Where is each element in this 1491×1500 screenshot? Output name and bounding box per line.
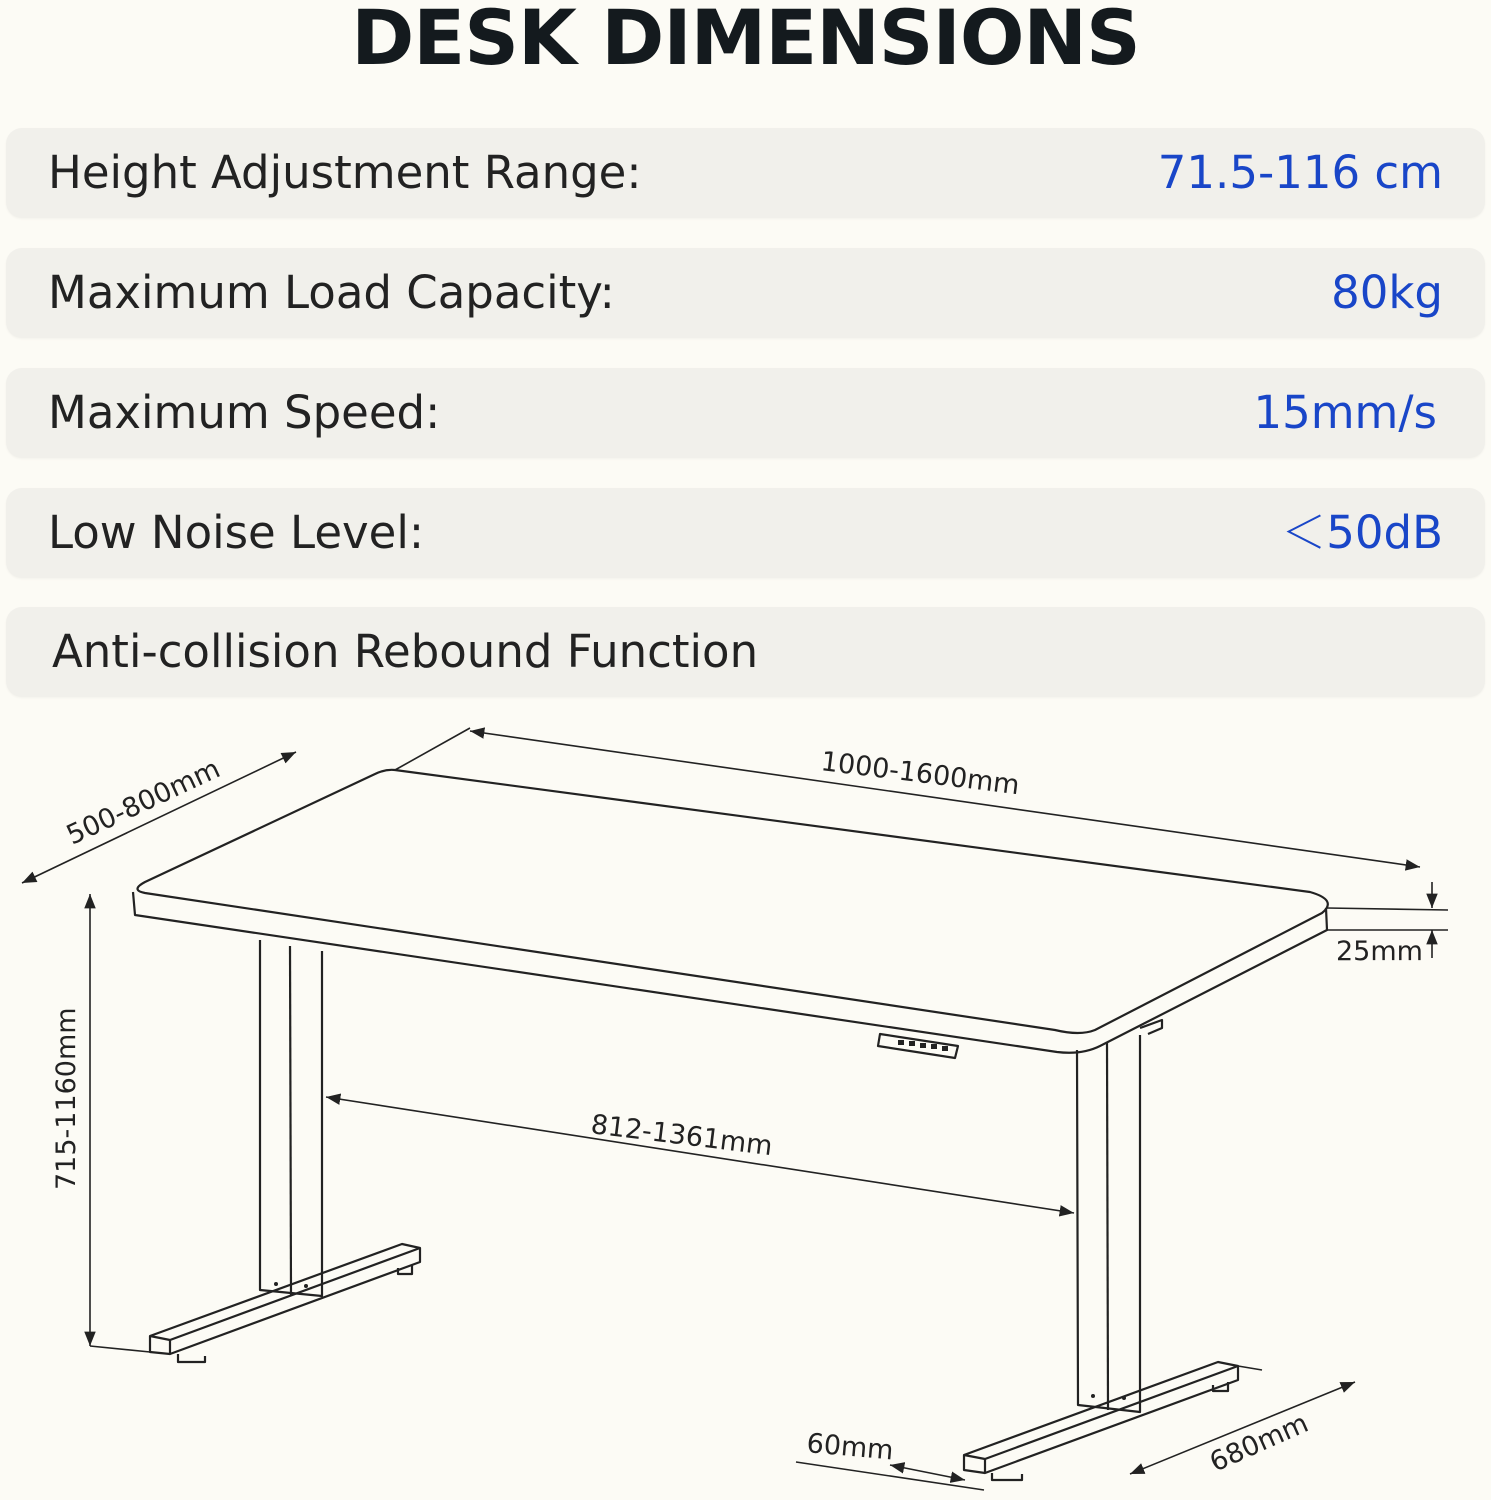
spec-value: 71.5-116 cm — [1157, 146, 1443, 199]
spec-row-load-capacity — [6, 248, 1485, 338]
desk-drawing — [0, 700, 1491, 1500]
spec-label: Anti-collision Rebound Function — [52, 625, 759, 678]
page-title: DESK DIMENSIONS — [351, 0, 1140, 82]
spec-row-height-range — [6, 128, 1485, 218]
dim-column-width-label: 60mm — [805, 1428, 895, 1467]
left-foot — [150, 1244, 420, 1354]
dim-leg-spacing-label: 812-1361mm — [589, 1109, 775, 1163]
dim-width-label: 1000-1600mm — [819, 746, 1022, 802]
spec-row-noise-level — [6, 488, 1485, 578]
spec-value: 80kg — [1331, 266, 1443, 319]
spec-value: ＜50dB — [1281, 506, 1443, 559]
desktop-edge — [133, 892, 1327, 1053]
dim-thickness-label: 25mm — [1336, 936, 1423, 967]
dim-depth-label: 500-800mm — [61, 753, 225, 852]
spec-row-speed — [6, 368, 1485, 458]
spec-row-anti-collision — [6, 607, 1485, 697]
desktop-top — [138, 770, 1328, 1033]
spec-label: Maximum Speed: — [48, 386, 441, 439]
desk-diagram — [0, 700, 1491, 1500]
dim-height-label: 715-1160mm — [51, 1007, 82, 1190]
spec-value: 15mm/s — [1253, 386, 1437, 439]
spec-label: Low Noise Level: — [48, 506, 424, 559]
dim-foot-length-label: 680mm — [1205, 1407, 1313, 1479]
spec-label: Maximum Load Capacity: — [48, 266, 615, 319]
spec-label: Height Adjustment Range: — [48, 146, 642, 199]
